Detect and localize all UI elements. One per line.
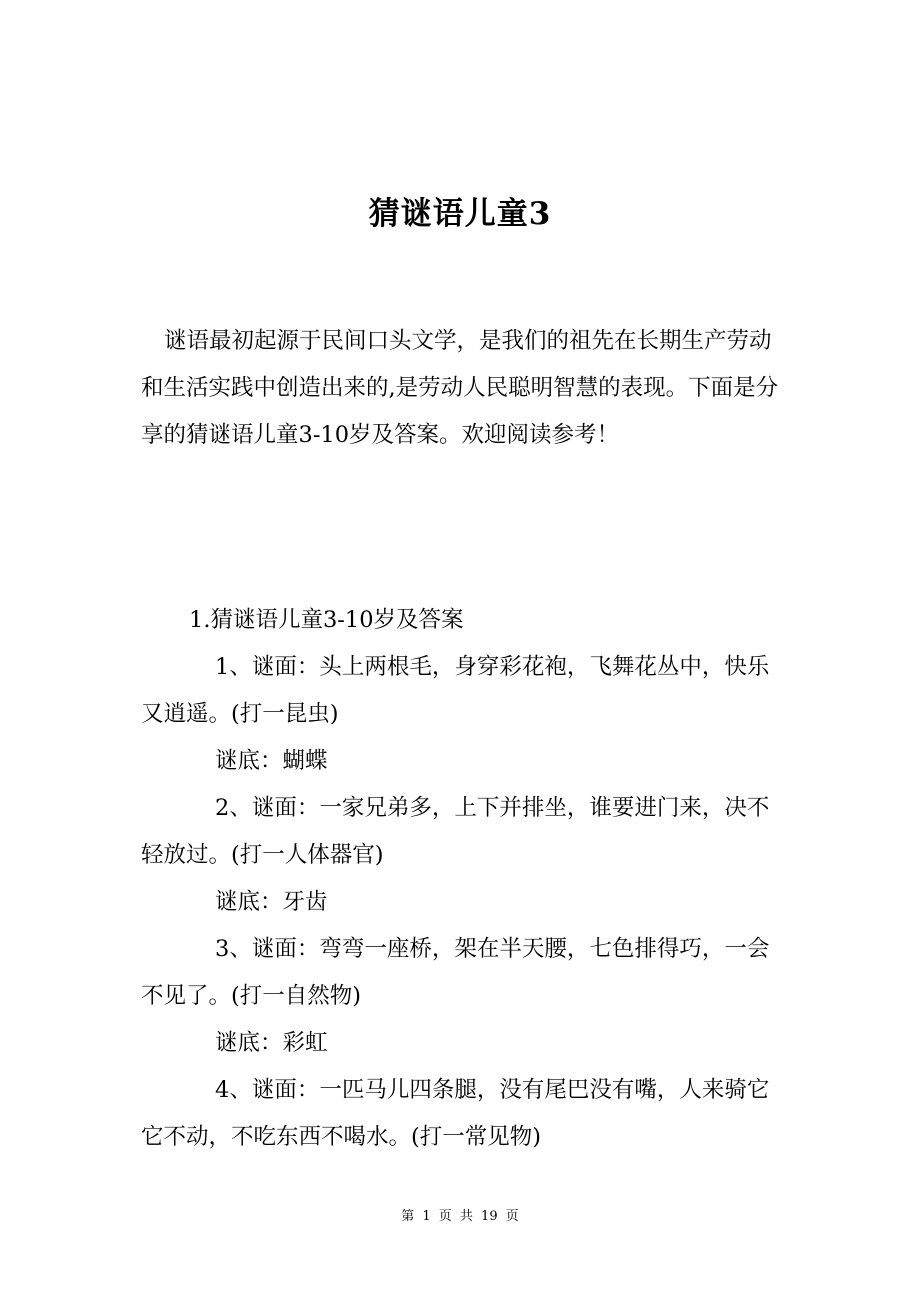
riddle-question: 3、谜面：弯弯一座桥，架在半天腰，七色排得巧，一会不见了。(打一自然物) — [141, 936, 770, 1009]
riddle-question: 1、谜面：头上两根毛，身穿彩花袍，飞舞花丛中，快乐又逍遥。(打一昆虫) — [141, 654, 770, 727]
riddle-question: 4、谜面：一匹马儿四条腿，没有尾巴没有嘴，人来骑它它不动，不吃东西不喝水。(打一常见物) — [141, 1077, 770, 1150]
riddle-answer: 谜底：蝴蝶 — [215, 748, 328, 774]
section-heading: 1.猜谜语儿童3-10岁及答案 — [189, 607, 464, 633]
riddle-question: 2、谜面：一家兄弟多，上下并排坐，谁要进门来，决不轻放过。(打一人体器官) — [141, 795, 770, 868]
riddle-answer: 谜底：牙齿 — [215, 889, 328, 915]
riddle-content — [141, 597, 786, 1161]
document-title: 猜谜语儿童3 — [368, 196, 552, 232]
intro-paragraph: 谜语最初起源于民间口头文学，是我们的祖先在长期生产劳动和生活实践中创造出来的,是劳动人民聪明智慧的表现。下面是分享的猜谜语儿童3-10岁及答案。欢迎阅读参考！ — [141, 328, 779, 448]
page-footer: 第 1 页 共 19 页 — [401, 1209, 519, 1224]
riddle-answer: 谜底：彩虹 — [215, 1030, 328, 1056]
